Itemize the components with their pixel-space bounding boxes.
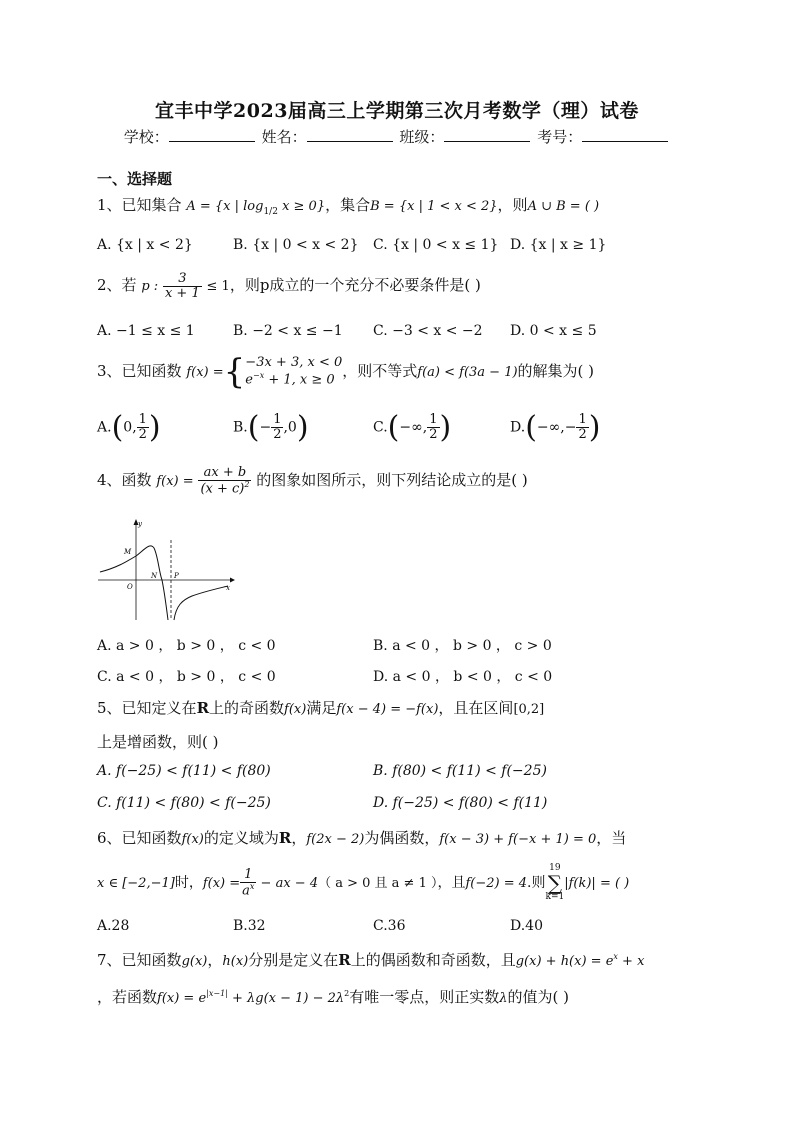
paren-left: ( [247,410,260,445]
q2-numerator: 3 [163,272,202,287]
q1-set-b: B = {x | 1 < x < 2} [370,199,498,214]
q3-opt-a-left: 0, [123,419,137,436]
q3-inequality: f(a) < f(3a − 1) [417,365,518,380]
q7-g: g(x) [181,954,208,969]
paren-left: ( [525,410,537,445]
q4-option-c[interactable]: C. a < 0 ， b > 0 ， c < 0 [97,669,276,685]
q6-l2-fx: f(x) = [202,876,241,891]
question-2 [97,272,481,300]
q1-option-c[interactable]: C. {x | 0 < x ≤ 1} [373,237,499,253]
q6-option-c[interactable]: C.36 [373,918,406,934]
q3-opt-c-frac [427,413,439,441]
q1-text-3: ，则 [497,196,528,214]
q6-r: R [278,829,292,847]
q7-l2-text-a: ，若函数 [97,988,158,1006]
q2-fraction [163,272,202,300]
q6-l2-val: f(−2) = 4 [465,876,528,891]
q2-number: 2、 [97,276,122,295]
q2-denominator: x + 1 [164,285,200,301]
q7-text-3: 分别是定义在 [248,951,339,969]
q6-sigma [545,864,564,902]
q3-opt-c-label: C. [373,419,388,436]
q6-l2-den-exp: x [249,881,255,891]
name-blank[interactable] [307,127,393,142]
q7-l2-fx: f(x) = e [157,991,207,1006]
q7-eq-end: + x [617,954,645,969]
q2-text-2: ，则p成立的一个充分不必要条件是( ) [229,276,481,295]
q4-den-exp: 2 [244,479,250,489]
q3-case-2: e [245,372,253,388]
q3-text-1: 已知函数 [121,362,182,380]
q5-fx: f(x) [284,702,307,717]
q6-l2-text-d: .则 [527,875,546,891]
q3-option-b[interactable] [233,410,309,445]
q4-text-2: 的图象如图所示，则下列结论成立的是( ) [256,470,528,489]
paren-right: ) [439,410,452,445]
q5-number: 5、 [97,699,122,717]
q3-opt-b-label: B. [233,419,248,436]
q3-text-3: 的解集为( ) [517,362,595,380]
q4-numerator: ax + b [198,466,251,481]
q3-opt-b-frac [271,413,283,441]
q2-p: p : [141,279,159,295]
q3-case-2-exp: −x [253,371,265,381]
q6-l2-cond: （ a > 0 且 a ≠ 1 ） [318,876,438,891]
q3-case-2-end: + 1, x ≥ 0 [264,372,335,388]
q3-opt-b-left: − [259,419,272,436]
question-5 [97,697,544,718]
question-3 [97,352,594,392]
q5-option-a[interactable]: A. f(−25) < f(11) < f(80) [97,763,271,779]
class-label: 班级： [399,128,445,146]
q7-eq-exp: x [613,952,618,961]
q6-text-3: ， [291,829,307,847]
q5-r: R [196,699,210,717]
q7-text-2: ， [207,951,223,969]
q6-l2-den: a [242,883,250,899]
q6-l2-rest: − ax − 4 [256,876,319,891]
q3-fx: f(x) = [186,365,224,380]
q4-denominator-wrap [198,481,251,496]
q7-text-4: 上的偶函数和奇函数，且 [350,951,516,969]
section-heading: 一、选择题 [97,170,173,188]
q3-opt-a-num: 1 [138,412,147,428]
q1-log-base: 1/2 [263,207,278,217]
q3-opt-a-frac [137,413,149,441]
point-m-label: M [124,548,132,556]
q5-interval: [0,2] [513,702,545,717]
q5-option-c[interactable]: C. f(11) < f(80) < f(−25) [97,795,271,811]
q3-case-2-wrap [245,371,342,389]
paren-right: ) [148,410,161,445]
q4-fraction [198,466,251,496]
q6-fx: f(x) [181,832,204,847]
q7-eq: g(x) + h(x) = e [515,954,614,969]
q3-opt-d-num: 1 [578,412,587,428]
curve-right [174,586,228,620]
school-blank[interactable] [169,127,255,142]
x-axis-arrow [230,578,235,583]
q1-set-a: A = {x | log [186,199,264,214]
q6-text-1: 已知函数 [121,829,182,847]
point-p-label: P [174,572,179,580]
q6-number: 6、 [97,829,122,847]
student-info-line [0,126,794,147]
q3-opt-a-den: 2 [138,427,147,442]
q5-line-2: 上是增函数，则( ) [97,733,219,751]
q2-option-a[interactable]: A. −1 ≤ x ≤ 1 [97,323,195,339]
q3-opt-b-den: 2 [273,427,282,442]
q4-option-a[interactable]: A. a > 0 ， b > 0 ， c < 0 [97,638,276,654]
q3-opt-b-num: 1 [273,412,282,428]
q6-sum-top: 19 [549,863,561,873]
q4-fx: f(x) = [156,473,194,489]
q4-text-1: 函数 [121,470,152,489]
function-graph [96,516,236,622]
q6-f2: f(2x − 2) [306,832,365,847]
q2-text-1: 若 [121,276,137,295]
q3-opt-c-den: 2 [429,427,438,442]
q5-text-3: 满足 [306,699,337,717]
q4-option-d[interactable]: D. a < 0 ， b < 0 ， c < 0 [373,669,553,685]
q3-opt-c-left: −∞, [399,419,428,436]
exam-no-blank[interactable] [582,127,668,142]
name-label: 姓名： [261,128,307,146]
q5-option-d[interactable]: D. f(−25) < f(80) < f(11) [373,795,548,811]
x-axis-label: x [226,584,230,592]
q3-brace: { [223,352,246,392]
q6-l2-num: 1 [240,868,256,883]
q5-option-b[interactable]: B. f(80) < f(11) < f(−25) [373,763,547,779]
q6-l2-text-b: 时， [174,875,203,891]
q3-option-a[interactable] [97,410,161,445]
exam-no-label: 考号： [537,128,583,146]
exam-title: 宜丰中学2023届高三上学期第三次月考数学（理）试卷 [155,100,639,122]
school-label: 学校： [123,128,169,146]
sigma-icon: ∑ [547,871,562,895]
q3-case-1: −3x + 3, x < 0 [245,355,343,371]
q6-text-4: 为偶函数， [364,829,440,847]
q2-option-c[interactable]: C. −3 < x < −2 [373,323,483,339]
q7-line-2 [97,986,569,1007]
q1-option-b[interactable]: B. {x | 0 < x < 2} [233,237,359,253]
q2-option-b[interactable]: B. −2 < x ≤ −1 [233,323,343,339]
q7-h: h(x) [222,954,249,969]
q6-l2-fraction [240,868,256,898]
question-4 [97,466,528,496]
q3-opt-a-label: A. [97,419,112,436]
q3-opt-d-den: 2 [578,427,587,442]
q1-option-a[interactable]: A. {x | x < 2} [97,237,193,253]
origin-label: O [127,583,133,591]
q1-expr: A ∪ B = ( ) [527,199,600,214]
question-7 [97,949,644,970]
q6-l2-den-wrap [240,883,256,898]
paren-right: ) [296,410,309,445]
question-6 [97,827,626,848]
q3-cases [245,355,342,389]
q4-denominator: (x + c) [200,480,245,496]
class-blank[interactable] [444,127,530,142]
q5-text-2: 上的奇函数 [209,699,285,717]
point-n-label: N [151,572,158,580]
q5-text-4: ，且在区间 [438,699,514,717]
q5-text-1: 已知定义在 [121,699,197,717]
q3-opt-d-left: −∞,− [536,419,577,436]
q6-eq: f(x − 3) + f(−x + 1) = 0 [439,832,597,847]
paren-right: ) [588,410,601,445]
q1-text-1: 已知集合 [121,196,182,214]
curve-left [100,546,168,620]
y-axis-label: y [138,520,142,528]
q3-number: 3、 [97,362,122,380]
q6-text-5: ，当 [596,829,627,847]
q7-number: 7、 [97,951,122,969]
q3-opt-b-right: ,0 [283,419,297,436]
q6-domain: x ∈ [−2,−1] [97,876,175,891]
q4-option-b[interactable]: B. a < 0 ， b > 0 ， c > 0 [373,638,552,654]
q6-sum-bottom: k=1 [545,892,565,902]
q6-option-a[interactable]: A.28 [97,918,130,934]
q3-option-d[interactable] [510,410,600,445]
q7-l2-rest: + λg(x − 1) − 2λ [227,991,345,1006]
q1-text-2: ，集合 [325,196,371,214]
paren-left: ( [111,410,124,445]
q6-sum-body: |f(k)| = ( ) [564,876,630,891]
q1-option-d[interactable]: D. {x | x ≥ 1} [510,237,607,253]
q3-opt-d-label: D. [510,419,526,436]
q3-opt-d-frac [576,413,588,441]
paren-left: ( [387,410,400,445]
q6-option-b[interactable]: B.32 [233,918,266,934]
q6-option-d[interactable]: D.40 [510,918,543,934]
q5-eq: f(x − 4) = −f(x) [336,702,439,717]
q6-text-2: 的定义域为 [203,829,279,847]
q7-text-1: 已知函数 [121,951,182,969]
q7-l2-exp: |x−1| [206,989,228,998]
q4-number: 4、 [97,470,122,489]
q7-l2-text-b: 有唯一零点，则正实数 [349,988,500,1006]
q7-r: R [338,951,351,969]
q7-l2-sq: 2 [344,989,350,998]
q7-l2-lambda: λ [499,991,508,1006]
q3-text-2: ，则不等式 [342,362,418,380]
q6-l2-text-c: ，且 [437,875,466,891]
q7-l2-text-c: 的值为( ) [507,988,569,1006]
q6-line-2 [97,864,629,902]
question-1 [97,194,599,217]
q1-set-a-end: x ≥ 0} [277,199,326,214]
q3-opt-c-num: 1 [429,412,438,428]
q3-option-c[interactable] [373,410,451,445]
q2-option-d[interactable]: D. 0 < x ≤ 5 [510,323,597,339]
q1-number: 1、 [97,196,122,214]
q2-inequality: ≤ 1 [206,279,230,295]
